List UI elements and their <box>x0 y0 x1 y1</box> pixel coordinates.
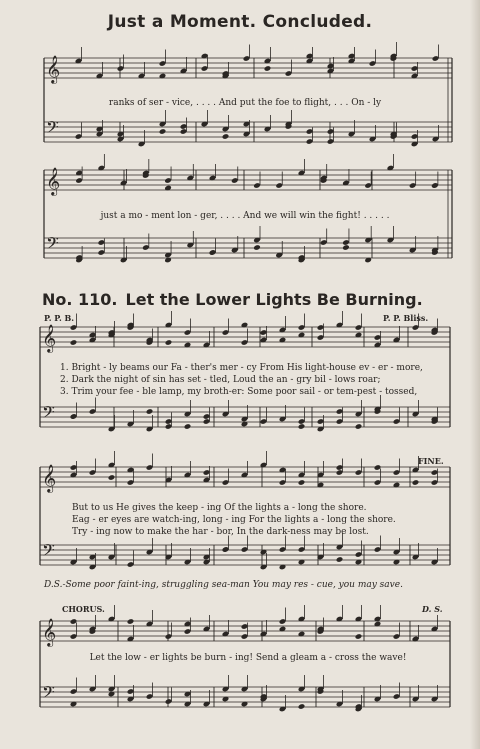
chorus-lyric-line: Let the low - er lights be burn - ing! Send a gleam a - cross the wave! <box>89 653 407 663</box>
system-3-treble-clef-icon: 𝄞 <box>42 324 57 352</box>
hymn-title: Let the Lower Lights Be Burning. <box>125 290 423 309</box>
page-title: Just a Moment. Concluded. <box>107 12 373 32</box>
system-3-bass-clef-icon: 𝄢 <box>42 402 55 426</box>
hymn-number: No. 110. <box>42 290 118 309</box>
verse-3-line-b: Try - ing now to make the har - bor, In the dark-ness may be lost. <box>72 527 369 537</box>
verse-1-line-b: But to us He gives the keep - ing Of the lights a - long the shore. <box>72 503 367 513</box>
music-credit: P. P. Bliss. <box>383 313 429 323</box>
verse-2-line-b: Eag - er eyes are watch-ing, long - ing For the lights a - long the shore. <box>72 515 396 525</box>
system-5-treble-clef-icon: 𝄞 <box>42 618 57 646</box>
system-4-bass-clef-icon: 𝄢 <box>42 540 55 564</box>
words-credit: P. P. B. <box>44 313 75 323</box>
lyric-line-2: just a mo - ment lon - ger, . . . . And we will win the fight! . . . . . <box>100 211 390 221</box>
ds-lyric-line: D.S.-Some poor faint-ing, struggling sea-man You may res - cue, you may save. <box>44 580 403 590</box>
system-1-treble-clef-icon: 𝄞 <box>46 55 61 83</box>
hymn-heading <box>42 290 423 309</box>
system-5-bass-clef-icon: 𝄢 <box>42 682 55 706</box>
verse-1-line-a: 1. Bright - ly beams our Fa - ther's mer - cy From His light-house ev - er - more, <box>60 363 423 373</box>
fine-mark: FINE. <box>418 456 444 466</box>
system-4-treble-clef-icon: 𝄞 <box>42 464 57 492</box>
ds-mark: D. S. <box>422 604 443 614</box>
lyric-line-1: ranks of ser - vice, . . . . And put the foe to flight, . . . On - ly <box>108 98 382 108</box>
system-2-bass-clef-icon: 𝄢 <box>46 233 59 257</box>
chorus-label: CHORUS. <box>62 604 105 614</box>
system-2-treble-clef-icon: 𝄞 <box>46 167 61 195</box>
system-1-bass-clef-icon: 𝄢 <box>46 117 59 141</box>
verse-3-line-a: 3. Trim your fee - ble lamp, my broth-er: Some poor sail - or tem-pest - tossed, <box>60 387 418 397</box>
verse-2-line-a: 2. Dark the night of sin has set - tled, Loud the an - gry bil - lows roar; <box>60 375 381 385</box>
